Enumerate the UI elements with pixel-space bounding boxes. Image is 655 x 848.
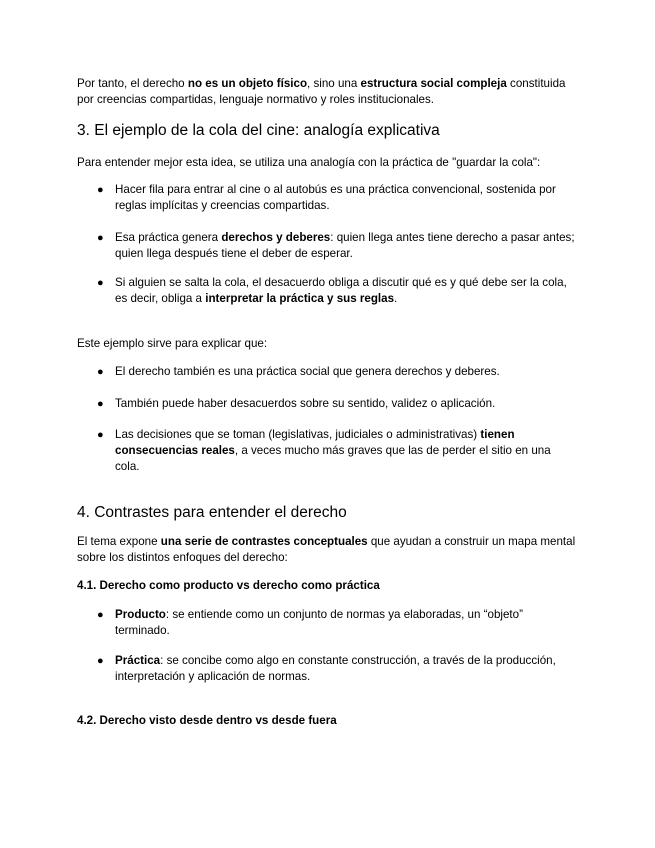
bullet-icon: ● bbox=[97, 232, 104, 244]
list-item: ● También puede haber desacuerdos sobre su sentido, validez o aplicación. bbox=[97, 397, 496, 410]
list-item: ● Práctica: se concibe como algo en constante construcción, a través de la producción, interpretación y aplicación de normas. bbox=[97, 654, 556, 683]
section-3-heading: 3. El ejemplo de la cola del cine: analogía explicativa bbox=[77, 122, 440, 139]
section-4-heading: 4. Contrastes para entender el derecho bbox=[77, 504, 347, 521]
list-item: ● Producto: se entiende como un conjunto de normas ya elaboradas, un “objeto” terminado. bbox=[97, 608, 523, 637]
list-item: ● El derecho también es una práctica social que genera derechos y deberes. bbox=[97, 365, 500, 378]
section-3-intro: Para entender mejor esta idea, se utiliza una analogía con la práctica de "guardar la cola": bbox=[77, 156, 541, 169]
list-item: ● Hacer fila para entrar al cine o al autobús es una práctica convencional, sostenida por reglas implícitas y creencias compartidas. bbox=[97, 183, 556, 212]
bullet-icon: ● bbox=[97, 398, 104, 410]
bullet-icon: ● bbox=[97, 609, 104, 621]
subsection-4-1-heading: 4.1. Derecho como producto vs derecho como práctica bbox=[77, 579, 380, 592]
list-item: ● Esa práctica genera derechos y deberes: quien llega antes tiene derecho a pasar antes; quien llega después tiene el deber de esperar. bbox=[97, 231, 575, 260]
intro-paragraph: Por tanto, el derecho no es un objeto físico, sino una estructura social compleja constituida por creencias compartidas, lenguaje normativo y roles institucionales. bbox=[77, 77, 566, 106]
list-item: ● Las decisiones que se toman (legislativas, judiciales o administrativas) tienen consecuencias reales, a veces mucho más graves que las de perder el sitio en una cola. bbox=[97, 428, 551, 473]
bullet-icon: ● bbox=[97, 277, 104, 289]
subsection-4-2-heading: 4.2. Derecho visto desde dentro vs desde fuera bbox=[77, 714, 337, 727]
bullet-icon: ● bbox=[97, 366, 104, 378]
bullet-icon: ● bbox=[97, 429, 104, 441]
bullet-icon: ● bbox=[97, 184, 104, 196]
bullet-icon: ● bbox=[97, 655, 104, 667]
section-4-intro: El tema expone una serie de contrastes conceptuales que ayudan a construir un mapa mental sobre los distintos enfoques del derecho: bbox=[77, 535, 576, 564]
section-3-followup: Este ejemplo sirve para explicar que: bbox=[77, 337, 268, 350]
list-item: ● Si alguien se salta la cola, el desacuerdo obliga a discutir qué es y qué debe ser la cola, es decir, obliga a interpretar la práctica y sus reglas. bbox=[97, 276, 567, 305]
